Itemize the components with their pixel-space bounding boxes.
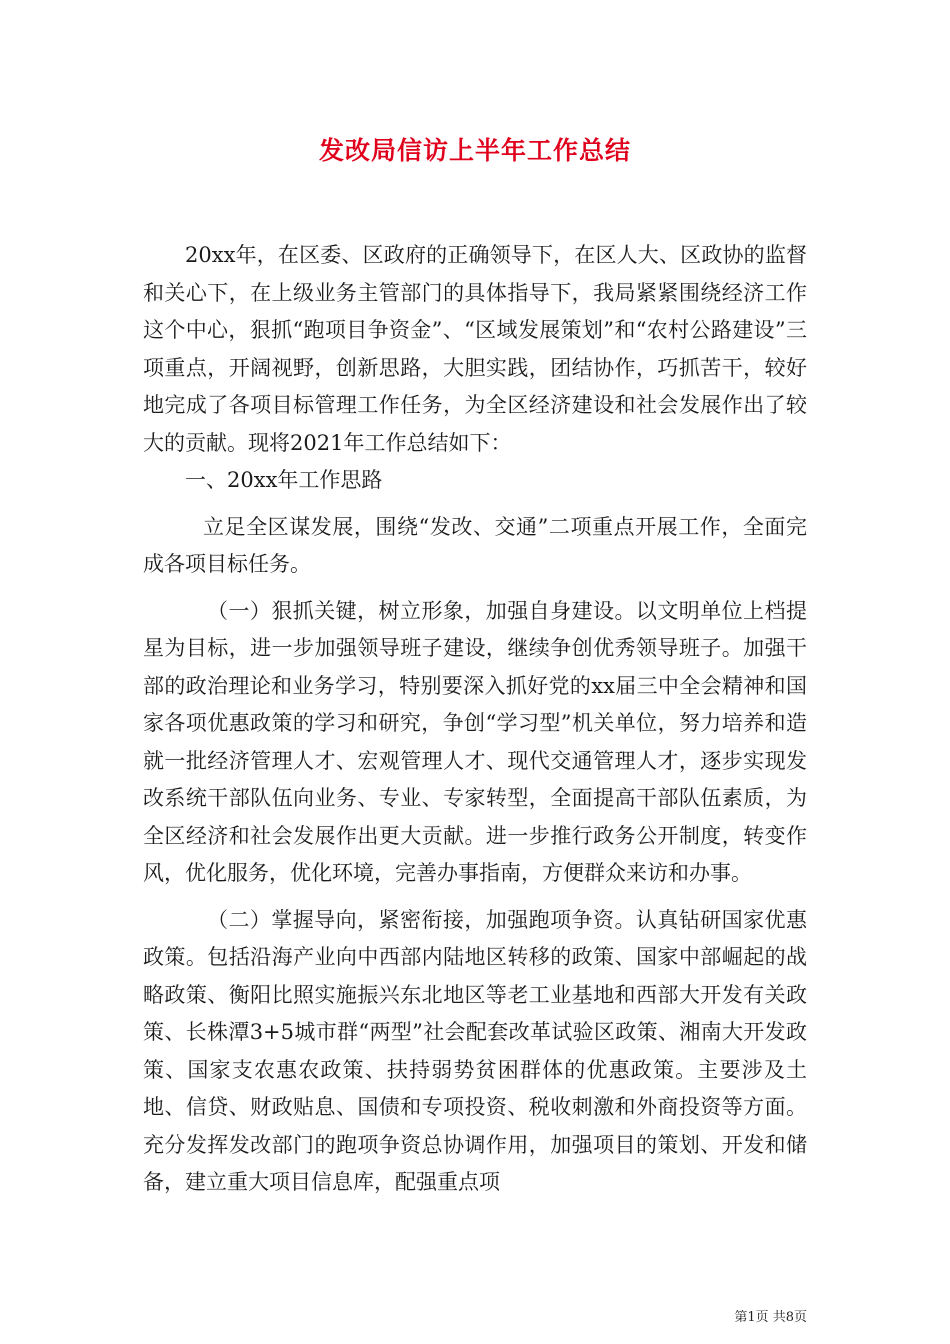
paragraph-intro: 20xx年，在区委、区政府的正确领导下，在区人大、区政协的监督和关心下，在上级业务主管部门的具体指导下，我局紧紧围绕经济工作这个中心，狠抓“跑项目争资金”、“区域发展策划”和“农村公路建设”三项重点，开阔视野，创新思路，大胆实践，团结协作，巧抓苦干，较好地完成了各项目标管理工作任务，为全区经济建设和社会发展作出了较大的贡献。现将2021年工作总结如下： xyxy=(143,243,807,455)
page-number: 第1页 共8页 xyxy=(734,1310,807,1325)
document-title: 发改局信访上半年工作总结 xyxy=(318,136,631,165)
paragraph-item-1: （一）狠抓关键，树立形象，加强自身建设。以文明单位上档提星为目标，进一步加强领导班子建设，继续争创优秀领导班子。加强干部的政治理论和业务学习，特别要深入抓好党的xx届三中全会精神和国家各项优惠政策的学习和研究，争创“学习型”机关单位，努力培养和造就一批经济管理人才、宏观管理人才、现代交通管理人才，逐步实现发改系统干部队伍向业务、专业、专家转型，全面提高干部队伍素质，为全区经济和社会发展作出更大贡献。进一步推行政务公开制度，转变作风，优化服务，优化环境，完善办事指南，方便群众来访和办事。 xyxy=(143,598,807,885)
paragraph-item-2: （二）掌握导向，紧密衔接，加强跑项争资。认真钻研国家优惠政策。包括沿海产业向中西部内陆地区转移的政策、国家中部崛起的战略政策、衡阳比照实施振兴东北地区等老工业基地和西部大开发有关政策、长株潭3+5城市群“两型”社会配套改革试验区政策、湘南大开发政策、国家支农惠农政策、扶持弱势贫困群体的优惠政策。主要涉及土地、信贷、财政贴息、国债和专项投资、税收刺激和外商投资等方面。充分发挥发改部门的跑项争资总协调作用，加强项目的策划、开发和储备，建立重大项目信息库，配强重点项 xyxy=(143,907,807,1194)
section-heading: 一、20xx年工作思路 xyxy=(185,468,383,492)
document-body xyxy=(143,237,807,1202)
paragraph-thinking: 立足全区谋发展，围绕“发改、交通”二项重点开展工作，全面完成各项目标任务。 xyxy=(143,514,807,576)
